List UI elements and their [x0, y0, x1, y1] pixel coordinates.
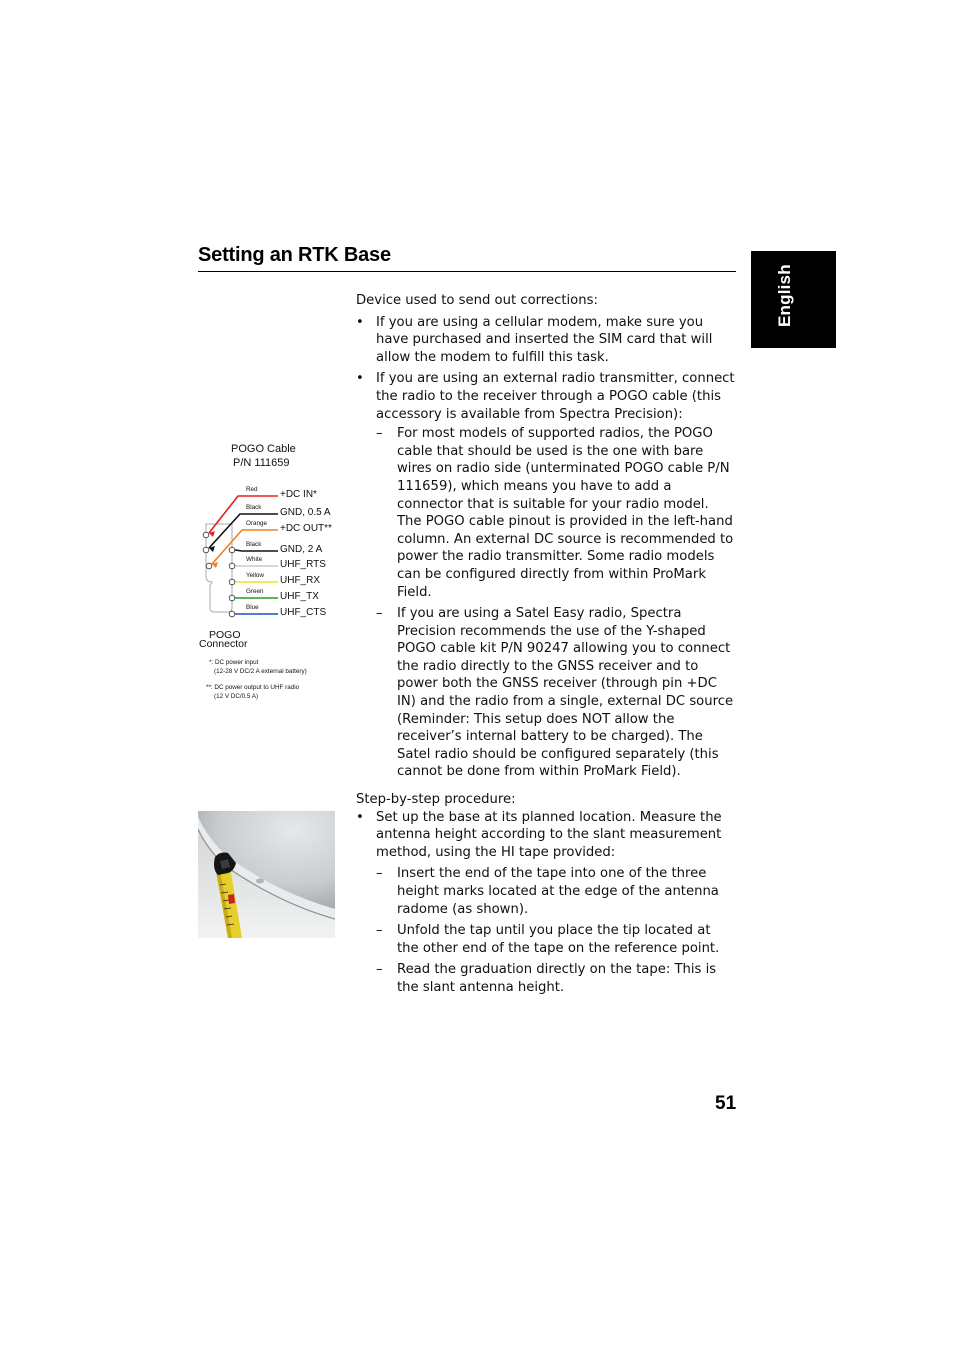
pogo-pin: [229, 611, 235, 617]
sub-item-text: For most models of supported radios, the POGO cable that should be used is the one with bare wires on radio side (unterminated POGO cable P/N 111659), which means you have to add a connector that is suitable for your radio model. The POGO cable pinout is provided in the left-hand column. An external DC source is recommended to power the radio transmitter. Some radio models can be configured directly from within ProMark Field.: [397, 426, 734, 600]
list-item-cellular-modem: [356, 314, 736, 367]
wire-color-label: White: [246, 556, 263, 563]
footnote-dc-out: **: DC power output to UHF radio: [206, 684, 300, 691]
corrections-device-intro: Device used to send out corrections:: [356, 293, 598, 308]
pin-signal-label: GND, 0.5 A: [280, 507, 331, 518]
pin-signal-label: UHF_RX: [280, 575, 321, 586]
footnote-dc-in: *: DC power input: [209, 659, 259, 666]
pin-signal-label: +DC IN*: [280, 489, 317, 500]
connector-label: POGO: [209, 629, 241, 641]
sub-item-text: Insert the end of the tape into one of the three height marks located at the edge of the antenna radome (as shown).: [397, 866, 719, 917]
list-item-radio-transmitter: [356, 370, 736, 423]
language-tab-label: English: [775, 264, 794, 327]
title-divider: [198, 271, 736, 272]
page-number: 51: [715, 1093, 737, 1114]
dash-marker: –: [376, 923, 383, 939]
wire-color-label: Black: [246, 504, 262, 511]
procedure-intro: Step-by-step procedure:: [356, 792, 516, 808]
cable-title: POGO Cable: [231, 443, 296, 455]
pogo-pin: [203, 532, 209, 538]
sub-item-unfold-tape: [356, 922, 736, 957]
dash-marker: –: [376, 962, 383, 978]
dash-marker: –: [376, 606, 383, 622]
footnote-dc-out-detail: (12 V DC/0.5 A): [214, 693, 259, 700]
list-item-text: If you are using a cellular modem, make sure you have purchased and inserted the SIM card that will allow the modem to fulfill this task.: [376, 314, 713, 365]
wire-color-label: Black: [246, 541, 262, 548]
sub-item-read-graduation: [356, 961, 736, 996]
footnote-dc-in-detail: (12-28 V DC/2 A external battery): [214, 668, 307, 675]
wire-color-label: Orange: [246, 520, 268, 527]
wire-color-label: Red: [246, 486, 258, 493]
wire-color-label: Yellow: [246, 572, 264, 579]
pogo-pin: [229, 595, 235, 601]
bullet-marker: •: [356, 314, 364, 330]
pin-signal-label: UHF_RTS: [280, 559, 326, 570]
sub-item-satel-radio: [356, 605, 736, 781]
list-item-text: Set up the base at its planned location. Measure the antenna height according to the slant measurement method, using the HI tape provided:: [376, 809, 722, 860]
pin-signal-label: +DC OUT**: [280, 523, 332, 534]
wire-color-label: Blue: [246, 604, 259, 611]
cable-part-number: P/N 111659: [233, 457, 290, 469]
list-item-setup-base: [356, 809, 736, 862]
sub-item-text: Read the graduation directly on the tape: This is the slant antenna height.: [397, 962, 717, 995]
language-tab: [751, 251, 836, 348]
pin-signal-label: GND, 2 A: [280, 544, 323, 555]
pin-signal-label: UHF_CTS: [280, 607, 327, 618]
bullet-marker: •: [356, 371, 364, 387]
sub-item-text: Unfold the tap until you place the tip located at the other end of the tape on the reference point.: [397, 923, 720, 956]
connector-label-2: Connector: [199, 638, 248, 650]
pogo-pin: [206, 563, 212, 569]
pogo-pin: [229, 547, 235, 553]
wire-black: [235, 550, 278, 551]
pogo-pin: [203, 547, 209, 553]
list-item-text: If you are using an external radio transmitter, connect the radio to the receiver through a POGO cable (this accessory is available from Spectra Precision):: [376, 371, 735, 422]
pogo-pin: [229, 563, 235, 569]
pogo-cable-diagram: [198, 440, 348, 710]
sub-item-text: If you are using a Satel Easy radio, Spectra Precision recommends the use of the Y-shaped POGO cable kit P/N 90247 allowing you to connect the radio directly to the GNSS receiver and to power both the GNSS receiver (through pin +DC IN) and the radio from a single, external DC source (Reminder: This setup does NOT allow the receiver’s internal battery to be charged). The Satel radio should be configured separately (this cannot be done from within ProMark Field).: [397, 606, 734, 780]
antenna-tape-photo: [198, 811, 335, 938]
sub-item-pogo-cable: [356, 425, 736, 601]
body-text-column: [356, 292, 736, 997]
pin-signal-label: UHF_TX: [280, 591, 319, 602]
page-title: Setting an RTK Base: [198, 244, 391, 266]
bullet-marker: •: [356, 809, 364, 825]
dash-marker: –: [376, 426, 383, 442]
dash-marker: –: [376, 866, 383, 882]
wire-color-label: Green: [246, 588, 264, 595]
pogo-pin: [229, 579, 235, 585]
sub-item-insert-tape: [356, 865, 736, 918]
